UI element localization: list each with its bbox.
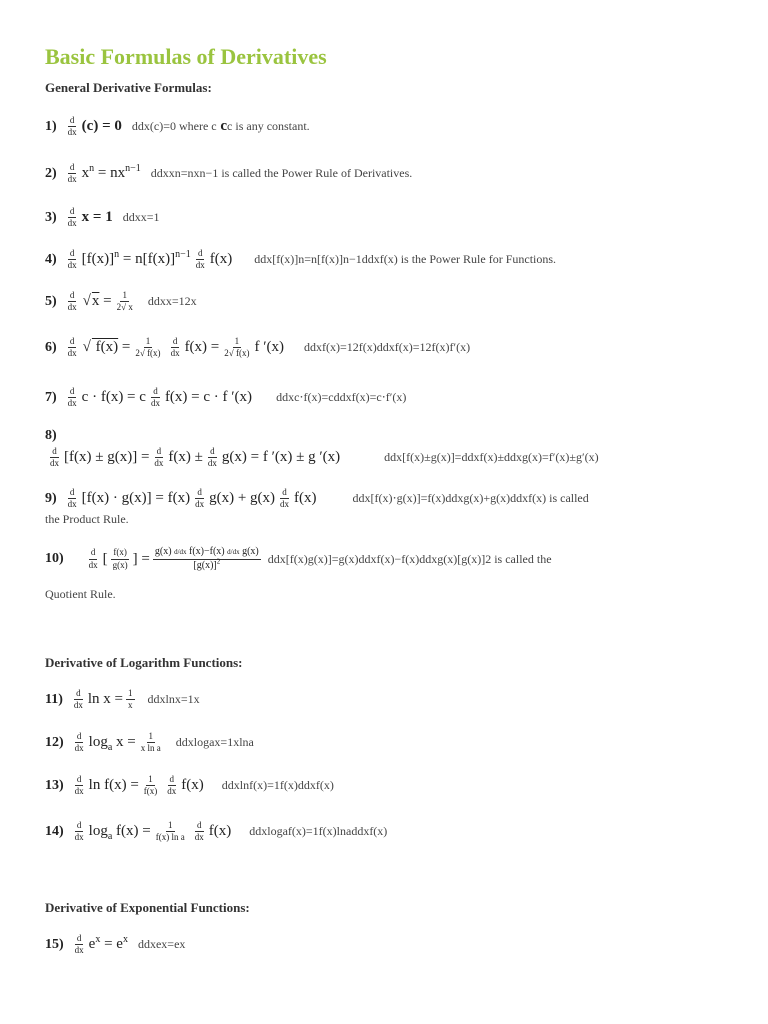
section-heading-general: General Derivative Formulas: — [45, 80, 212, 95]
formula-plain-text: ddx[f(x)⋅g(x)]=f(x)ddxg(x)+g(x)ddxf(x) is called — [352, 491, 589, 506]
formula-math: $\frac{d}{dx}$ $x^n = nx^{n-1}$ — [67, 162, 141, 185]
formula-14 — [45, 821, 725, 843]
formula-plain-text: ddxc⋅f(x)=cddxf(x)=c⋅f′(x) — [276, 390, 407, 405]
formula-number: 5) — [45, 293, 57, 309]
formula-number: 1) — [45, 118, 57, 134]
formula-plain-text: ddx(c)=0 where c cc is any constant. — [131, 118, 310, 135]
page-title: Basic Formulas of Derivatives — [45, 44, 327, 69]
section-heading-exp: Derivative of Exponential Functions: — [45, 900, 250, 915]
formula-plain-text: ddxx=1 — [122, 210, 160, 225]
formula-number: 10) — [45, 551, 64, 566]
formula-number: 13) — [45, 777, 64, 793]
formula-plain-text: ddxxn=nxn−1 is called the Power Rule of Derivatives. — [150, 166, 413, 181]
formula-9 — [45, 488, 725, 510]
formula-math: $\frac{d}{dx}$ [f(x) ± g(x)] = $\frac{d}{dx}$ f(x) ± $\frac{d}{dx}$ g(x) = f ′(x) ± g ′(x) — [50, 446, 341, 469]
formula-1 — [45, 116, 725, 138]
formula-math: $\frac{d}{dx}$ ln x = $\frac{1}{x}$ — [73, 688, 133, 711]
formula-number: 3) — [45, 209, 57, 225]
formula-4 — [45, 249, 725, 271]
formula-math: $\frac{d}{dx}$ $e^x = e^x$ — [74, 933, 128, 956]
formula-plain-text: ddxex=ex — [137, 937, 186, 952]
formula-number: 4) — [45, 251, 57, 267]
formula-plain-text: ddxlogaf(x)=1f(x)lnaddxf(x) — [249, 824, 388, 839]
formula-15 — [45, 934, 725, 956]
formula-3 — [45, 207, 725, 229]
formula-6 — [45, 337, 725, 359]
formula-math: $\frac{d}{dx}$ c · f(x) = c $\frac{d}{dx}$ f(x) = c · f ′(x) — [67, 386, 253, 409]
formula-number: 11) — [45, 691, 63, 707]
formula-plain-text: ddx[f(x)]n=n[f(x)]n−1ddxf(x) is the Power Rule for Functions. — [254, 252, 557, 267]
formula-math: $\frac{d}{dx}$ √ x = $\frac{1}{2√ x}$ — [67, 290, 133, 313]
formula-2 — [45, 163, 725, 185]
formula-number: 15) — [45, 936, 64, 952]
formula-number: 2) — [45, 165, 57, 181]
formula-7 — [45, 387, 725, 409]
formula-number: 7) — [45, 389, 57, 405]
formula-number: 9) — [45, 490, 57, 506]
formula-plain-text: ddxf(x)=12f(x)ddxf(x)=12f(x)f′(x) — [303, 340, 471, 355]
formula-10 — [45, 547, 725, 571]
formula-12 — [45, 732, 725, 754]
formula-5 — [45, 291, 725, 313]
formula-math: $\frac{d}{dx}$ $\log_a f(x)$ = $\frac{1}{\text{f(x) ln a}}$ $\frac{d}{dx}$ f(x) — [74, 820, 232, 843]
formula-math: $\frac{d}{dx}$ $[f(x)]^n = n[f(x)]^{n-1}$ $\frac{d}{dx}$ f(x) — [67, 248, 233, 271]
formula-math: $\frac{d}{dx}$ ln f(x) = $\frac{1}{f(x)}$ $\frac{d}{dx}$ f(x) — [74, 774, 204, 797]
formula-plain-text: ddxlogax=1xlna — [175, 735, 254, 750]
formula-plain-text: ddxlnx=1x — [147, 692, 200, 707]
formula-number: 14) — [45, 823, 64, 839]
formula-number: 12) — [45, 734, 64, 750]
formula-13 — [45, 775, 725, 797]
formula-9-continuation: the Product Rule. — [45, 512, 129, 526]
formula-plain-text: ddxlnf(x)=1f(x)ddxf(x) — [221, 778, 334, 793]
formula-8 — [45, 447, 725, 469]
formula-number: 8) — [45, 428, 57, 443]
formula-11 — [45, 689, 725, 711]
formula-math: $\frac{d}{dx}$ [ $\frac{f(x)}{g(x)}$ ] = $\frac{\text{g(x) d/dx f(x)−f(x) d/dx g(x)}}{[g(x)]^2}$ — [88, 546, 259, 571]
formula-8-number-row — [45, 428, 725, 444]
formula-10-continuation: Quotient Rule. — [45, 587, 116, 601]
formula-math: $\frac{d}{dx}$ $\log_a x$ = $\frac{1}{\text{x ln a}}$ — [74, 731, 161, 754]
formula-plain-text: ddx[f(x)g(x)]=g(x)ddxf(x)−f(x)ddxg(x)[g(x)]2 is called the — [267, 551, 552, 566]
formula-math: $\frac{d}{dx}$ (c) = 0 — [67, 115, 122, 138]
formula-math: $\frac{d}{dx}$ x = 1 — [67, 206, 113, 229]
section-heading-log: Derivative of Logarithm Functions: — [45, 655, 243, 670]
formula-number: 6) — [45, 339, 57, 355]
formula-plain-text: ddxx=12x — [147, 294, 197, 309]
formula-math: $\frac{d}{dx}$ √ f(x) = $\frac{1}{2√ f(x)}$ $\frac{d}{dx}$ f(x) = $\frac{1}{2√ f(x)}$ f ′(x) — [67, 336, 284, 359]
formula-math: $\frac{d}{dx}$ [f(x) · g(x)] = f(x) $\frac{d}{dx}$ g(x) + g(x) $\frac{d}{dx}$ f(x) — [67, 487, 317, 510]
formula-plain-text: ddx[f(x)±g(x)]=ddxf(x)±ddxg(x)=f′(x)±g′(x) — [384, 450, 599, 465]
